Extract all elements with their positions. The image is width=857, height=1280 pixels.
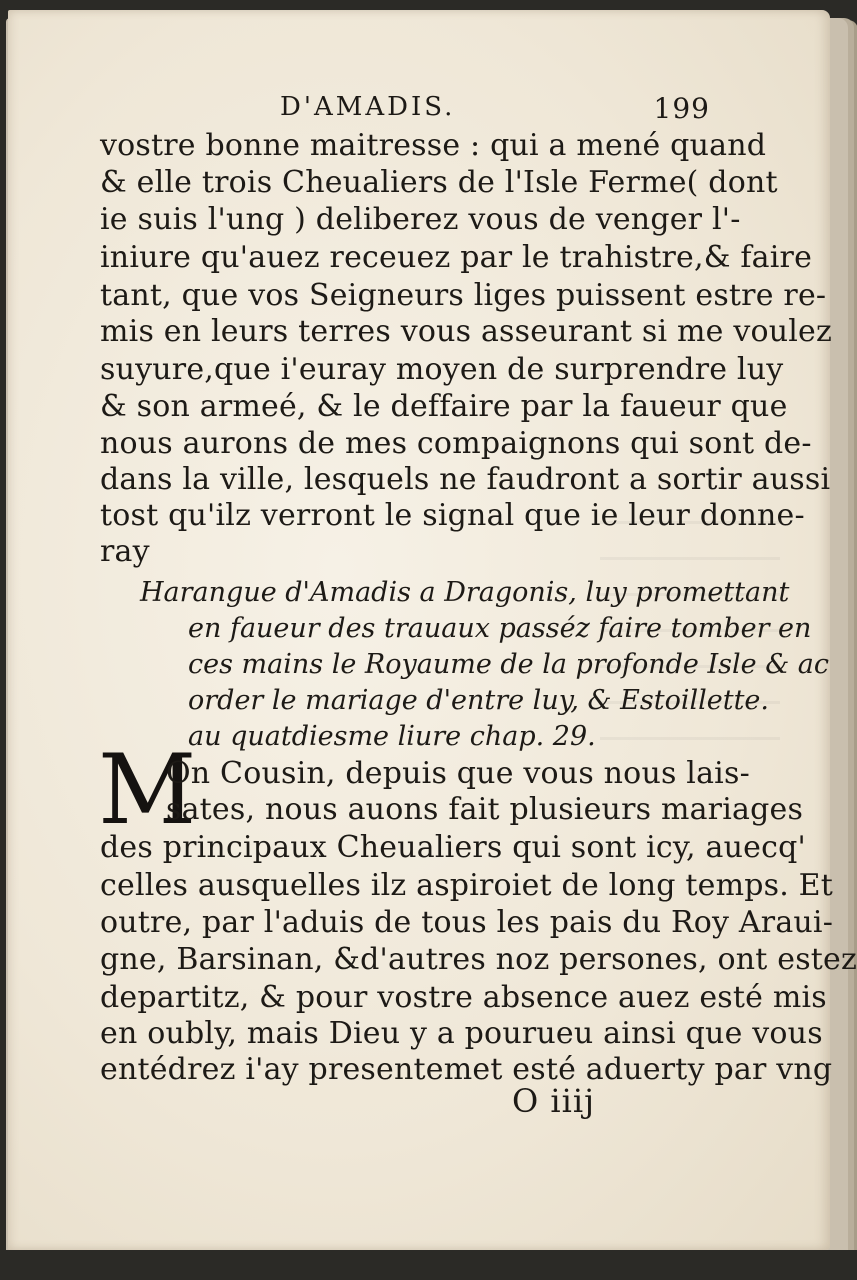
chapter-first-line: On Cousin, depuis que vous nous lais- [166,756,750,791]
caption-line: ces mains le Royaume de la profonde Isle & ac [188,649,830,680]
caption-line: en faueur des trauaux passéz faire tomber en [188,613,812,644]
body-line: dans la ville, lesquels ne faudront a sortir aussi [100,462,831,497]
caption-line: Harangue d'Amadis a Dragonis, luy promettant [140,577,790,608]
running-title: D'AMADIS. [280,92,456,122]
caption-line: au quatdiesme liure chap. 29. [188,721,596,752]
body-line: vostre bonne maitresse : qui a mené quand [100,128,767,163]
body-line: tost qu'ilz verront le signal que ie leur donne- [100,498,805,533]
body-line: mis en leurs terres vous asseurant si me voulez [100,314,833,349]
body-line: & elle trois Cheualiers de l'Isle Ferme( dont [100,165,778,200]
chapter-line: des principaux Cheualiers qui sont icy, auecq' [100,830,806,865]
drop-cap: M [98,734,197,846]
chapter-line: celles ausquelles ilz aspiroiet de long temps. Et [100,868,834,903]
body-line: suyure,que i'euray moyen de surprendre luy [100,352,784,387]
chapter-line: departitz, & pour vostre absence auez esté mis [100,980,827,1015]
book-cover-edge [0,1250,857,1280]
body-line: tant, que vos Seigneurs liges puissent estre re- [100,278,827,313]
body-line: nous aurons de mes compaignons qui sont de- [100,426,812,461]
chapter-line: gne, Barsinan, &d'autres noz persones, ont estez [100,942,857,977]
chapter-line: entédrez i'ay presentemet esté aduerty par vng [100,1052,833,1087]
chapter-line: outre, par l'aduis de tous les pais du Roy Araui- [100,905,834,940]
page-number: 199 [653,92,710,125]
signature-mark: O iiij [512,1082,596,1120]
body-line: ie suis l'ung ) deliberez vous de venger l'- [100,202,741,237]
body-line: ray [100,534,150,569]
caption-line: order le mariage d'entre luy, & Estoillette. [188,685,769,716]
chapter-first-line: sates, nous auons fait plusieurs mariages [166,792,804,827]
body-line: iniure qu'auez receuez par le trahistre,& faire [100,240,813,275]
chapter-line: en oubly, mais Dieu y a pourueu ainsi que vous [100,1016,823,1051]
body-line: & son armeé, & le deffaire par la faueur que [100,389,788,424]
